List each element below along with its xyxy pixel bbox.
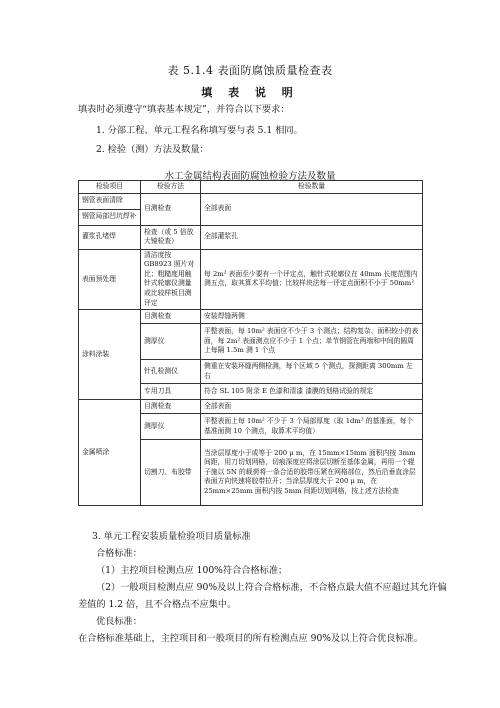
page-title: 表 5.1.4 表面防腐蚀质量检查表 bbox=[167, 64, 333, 77]
method-cell: 清洁度按 GB8923 照片对比；粗糙度用触针式轮廓仪测量或比较样板目测评定 bbox=[141, 249, 201, 310]
table-row bbox=[79, 249, 423, 310]
instruction-item-1: 1. 分部工程、单元工程名称填写要与表 5.1 相同。 bbox=[96, 125, 303, 136]
instructions-heading: 填 表 说 明 bbox=[201, 86, 299, 99]
quantity-cell: 安装焊缝两侧 bbox=[201, 310, 423, 324]
method-cell: 针孔检测仪 bbox=[141, 360, 201, 384]
method-cell: 专用刀具 bbox=[141, 384, 201, 400]
pass-criterion-1: （1）主控项目检测点应 100%符合合格标准； bbox=[96, 565, 288, 576]
quantity-cell: 平整表面上每 10m² 不少于 3 个局部厚度（取 1dm² 的基准面，每个基准面测 10 个测点，取算术平均值） bbox=[201, 414, 423, 440]
item-cell: 金属喷涂 bbox=[79, 400, 141, 506]
header-quantity: 检验数量 bbox=[201, 181, 423, 194]
table-header-row bbox=[79, 181, 423, 194]
table-row bbox=[79, 310, 423, 324]
quantity-cell: 全部表面 bbox=[201, 193, 423, 225]
method-cell: 目测检查 bbox=[141, 400, 201, 414]
pass-standard-label: 合格标准： bbox=[96, 548, 142, 559]
quantity-cell: 平整表面，每 10m² 表面应不少于 3 个测点；结构复杂、面积较小的表面，每 2m² 表面测点应不少于 1 个点；单节钢管在两端和中间的圆周上每隔 1.5m 测 1 个点 bbox=[201, 324, 423, 360]
header-method: 检验方法 bbox=[141, 181, 201, 194]
item-cell: 钢管表面清除 bbox=[79, 193, 141, 209]
table-row bbox=[79, 225, 423, 249]
excellent-standard-label: 优良标准： bbox=[96, 616, 142, 627]
table-row bbox=[79, 193, 423, 209]
quantity-cell: 全部表面 bbox=[201, 400, 423, 414]
item-cell: 表面预处理 bbox=[79, 249, 141, 310]
table-title: 水工金属结构表面防腐蚀检验方法及数量 bbox=[164, 171, 336, 182]
pass-criterion-2-cont: 差值的 1.2 倍，且不合格点不应集中。 bbox=[78, 599, 237, 610]
header-item: 检验项目 bbox=[79, 181, 141, 194]
excellent-criterion: 在合格标准基础上，主控项目和一般项目的所有检测点应 90%及以上符合优良标准。 bbox=[78, 633, 423, 644]
quantity-cell: 符合 SL 105 附录 E 色漆和清漆 漆膜的划格试验的规定 bbox=[201, 384, 423, 400]
method-cell: 测厚仪 bbox=[141, 414, 201, 440]
method-cell: 测厚仪 bbox=[141, 324, 201, 360]
item-cell: 钢管局部凹坑焊补 bbox=[79, 209, 141, 225]
method-cell: 切割刀、布胶带 bbox=[141, 440, 201, 506]
quantity-cell: 侧重在安装环缝两侧检测，每个区域 5 个测点，探测距离 300mm 左右 bbox=[201, 360, 423, 384]
method-cell: 检查（或 5 倍放大镜检查） bbox=[141, 225, 201, 249]
method-cell: 目测检查 bbox=[141, 310, 201, 324]
item-cell: 涂料涂装 bbox=[79, 310, 141, 400]
quality-standards-section bbox=[0, 528, 500, 647]
inspection-table bbox=[78, 180, 423, 506]
quantity-cell: 当涂层厚度小于或等于 200 μ m，在 15mm×15mm 面积内按 3mm 间距，用刀切划网格，切痕深度应将涂层切断至基体金属，再用一个辊子施以 5N 的载荷将一条合适的胶带压紧在网格部位，然后沿垂直涂层表面方向快速将胶带拉开；当涂层厚度大于 200 μ m，在 25mm×25mm 面积内按 5mm 间距切划网格，按上述方法检查 bbox=[201, 440, 423, 506]
table-row bbox=[79, 400, 423, 414]
quantity-cell: 每 2m² 表面至少要有一个评定点，触针式轮廓仪在 40mm 长度范围内测五点，取其算术平均值；比较样块法每一评定点面积不小于 50mm² bbox=[201, 249, 423, 310]
method-cell: 目测检查 bbox=[141, 193, 201, 225]
quantity-cell: 全部灌浆孔 bbox=[201, 225, 423, 249]
instruction-item-2: 2. 检验（测）方法及数量： bbox=[96, 144, 209, 155]
item-cell: 灌浆孔堵焊 bbox=[79, 225, 141, 249]
intro-text: 填表时必须遵守“填表基本规定”，并符合以下要求： bbox=[78, 104, 290, 115]
standards-heading: 3. 单元工程安装质量检验项目质量标准 bbox=[92, 531, 251, 542]
pass-criterion-2: （2）一般项目检测点应 90%及以上符合合格标准，不合格点最大值不应超过其允许偏 bbox=[96, 582, 447, 593]
